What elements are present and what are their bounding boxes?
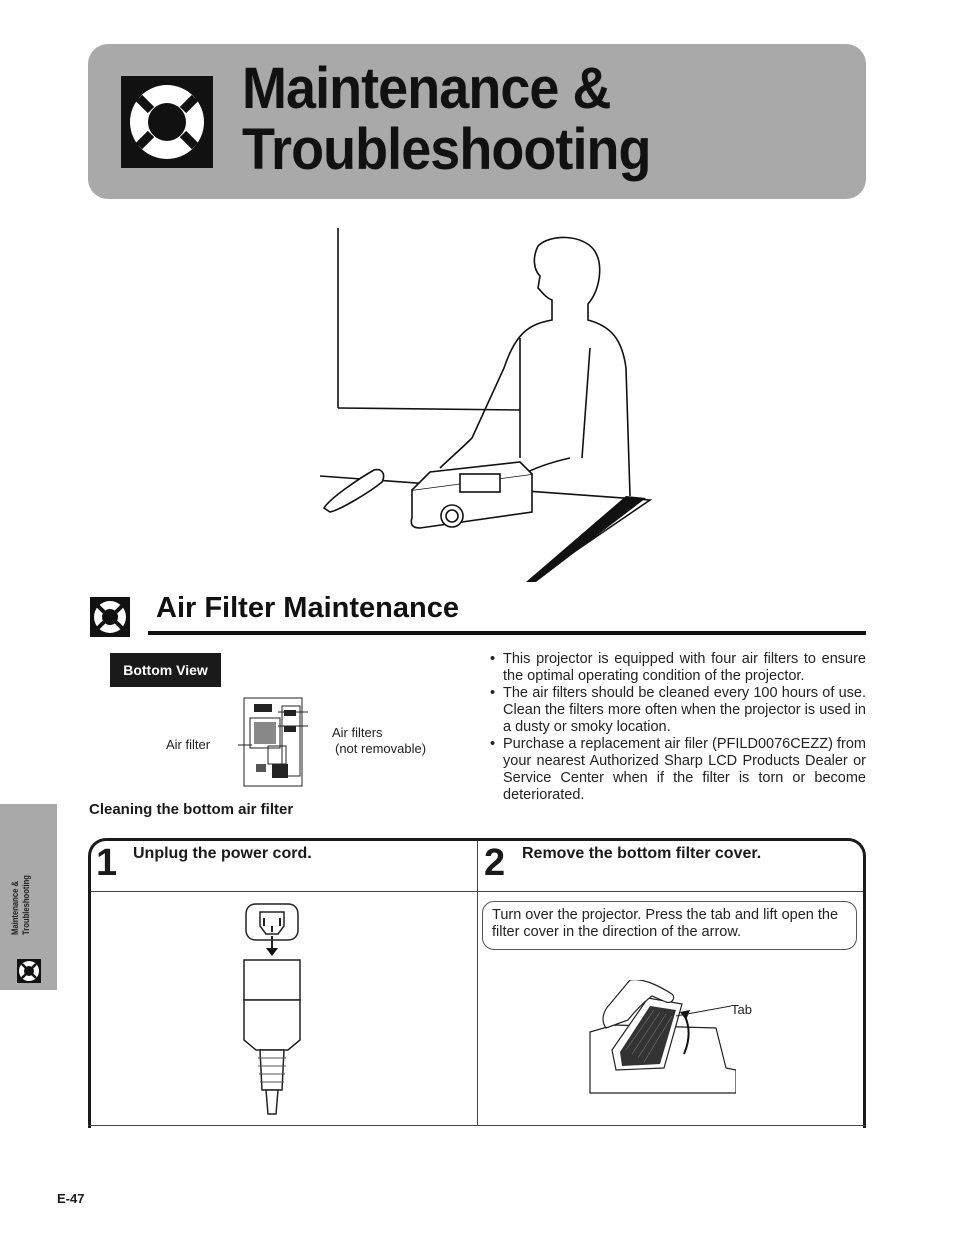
- steps-column-divider: [477, 841, 478, 1125]
- filter-cover-removal-illustration: [586, 980, 736, 1095]
- power-plug-illustration: [240, 900, 304, 1116]
- step-note: Turn over the projector. Press the tab and lift open the filter cover in the direction of the arrow.: [482, 901, 857, 950]
- step-title: Unplug the power cord.: [133, 845, 312, 862]
- list-item: • Purchase a replacement air filer (PFILD0076CEZZ) from your nearest Authorized Sharp LCD Products Dealer or Service Center when if the filter is torn or become deteriorated.: [489, 736, 866, 804]
- side-tab-line2: Troubleshooting: [21, 875, 31, 935]
- section-title: Air Filter Maintenance: [156, 592, 459, 624]
- person-with-projector-illustration: [320, 228, 652, 582]
- lifebuoy-icon: [90, 597, 130, 637]
- tab-label: Tab: [731, 1002, 752, 1017]
- steps-bottom-rule: [88, 1125, 866, 1126]
- list-item: • The air filters should be cleaned every 100 hours of use. Clean the filters more often when the projector is used in a dusty or smoky location.: [489, 685, 866, 736]
- lifebuoy-icon: [17, 959, 41, 983]
- page-number: E-47: [57, 1191, 85, 1206]
- step-number: 2: [484, 842, 506, 884]
- cleaning-subheading: Cleaning the bottom air filter: [89, 801, 294, 818]
- lifebuoy-icon: [121, 76, 213, 168]
- not-removable-label: (not removable): [335, 741, 427, 756]
- side-tab-label: [10, 875, 32, 935]
- air-filter-label: Air filter: [166, 737, 211, 752]
- chapter-title-line2: Troubleshooting: [242, 117, 651, 182]
- projector-bottom-view-diagram: [238, 696, 308, 788]
- chapter-title-line1: Maintenance &: [242, 56, 611, 121]
- side-tab-line1: Maintenance &: [10, 881, 20, 935]
- bottom-view-tag: Bottom View: [110, 653, 221, 687]
- list-item: • This projector is equipped with four air filters to ensure the optimal operating condition of the projector.: [489, 651, 866, 685]
- step-title: Remove the bottom filter cover.: [522, 845, 762, 862]
- air-filters-label: Air filters: [332, 725, 383, 740]
- info-bullet-list: [489, 651, 866, 804]
- step-number: 1: [96, 842, 118, 884]
- chapter-title: [242, 58, 651, 180]
- section-rule: [148, 631, 866, 635]
